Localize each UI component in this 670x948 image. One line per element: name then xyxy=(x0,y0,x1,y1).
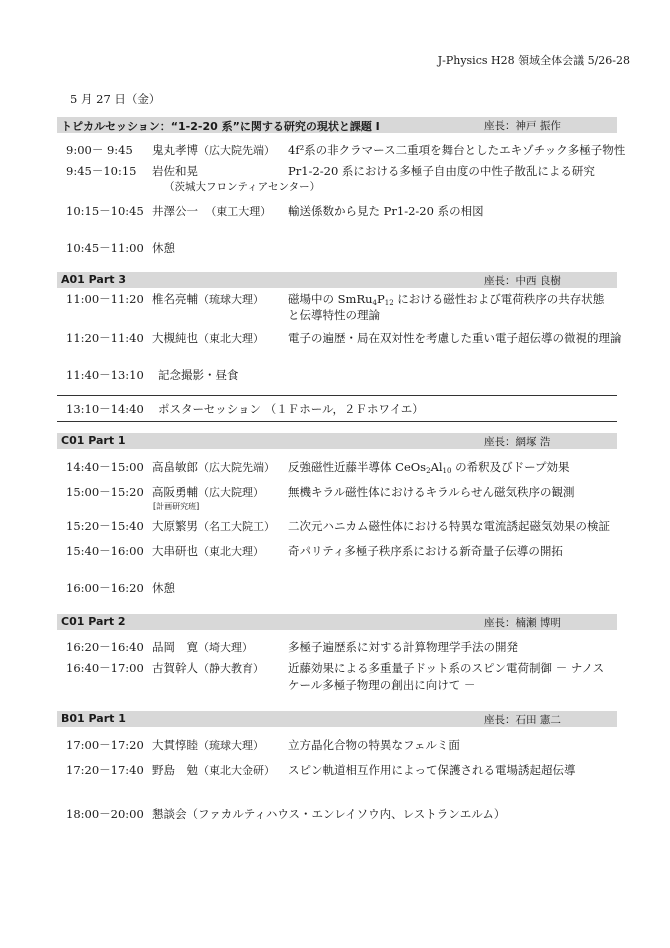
speaker-name: 高畠敏郎 xyxy=(152,460,198,474)
speaker-affiliation: （東工大理） xyxy=(205,205,272,218)
speaker-name: 井澤公一 xyxy=(152,204,198,218)
session-title: C01 Part 2 xyxy=(61,615,126,628)
speaker-affiliation: （広大院理） xyxy=(198,486,264,499)
session-title: トピカルセッション：“1-2-20 系”に関する研究の現状と課題 I xyxy=(61,120,380,133)
talk-title: 二次元ハニカム磁性体における特異な電流誘起磁気効果の検証 xyxy=(288,519,610,533)
session-bar-b01-part1 xyxy=(57,711,617,727)
session-chair: 座長：神戸 振作 xyxy=(484,120,561,132)
speaker-affiliation: （東北大金研） xyxy=(198,764,275,777)
speaker-affiliation: （広大院先端） xyxy=(198,144,275,157)
speaker-affiliation: （茨城大フロンティアセンター） xyxy=(164,181,321,193)
talk-time: 16:20－16:40 xyxy=(66,640,144,654)
talk-title: 多極子遍歴系に対する計算物理学手法の開発 xyxy=(288,640,518,654)
talk-title: スピン軌道相互作用によって保護される電場誘起超伝導 xyxy=(288,763,576,777)
session-chair: 座長：楠瀬 博明 xyxy=(484,617,561,629)
talk-time: 9:00－ 9:45 xyxy=(66,143,133,157)
speaker-affiliation: （広大院先端） xyxy=(198,461,275,474)
session-bar-c01-part2 xyxy=(57,614,617,630)
session-chair: 座長：中西 良樹 xyxy=(484,275,561,287)
poster-label: ポスターセッション （１Ｆホール，２Ｆホワイエ） xyxy=(158,402,424,416)
talk-time: 15:00－15:20 xyxy=(66,485,144,499)
session-title: A01 Part 3 xyxy=(61,273,127,286)
social-label: 懇談会（ファカルティハウス・エンレイソウ内、レストランエルム） xyxy=(152,807,506,821)
talk-speaker xyxy=(152,142,275,158)
talk-speaker xyxy=(152,459,275,475)
talk-title: 4f²系の非クラマース二重項を舞台としたエキゾチック多極子物性 xyxy=(288,143,626,157)
talk-speaker xyxy=(152,543,264,559)
title-part: 反強磁性近藤半導体 CeOs xyxy=(288,460,427,474)
talk-speaker xyxy=(152,518,275,534)
break-time: 16:00－16:20 xyxy=(66,581,144,595)
talk-speaker xyxy=(152,639,253,655)
talk-speaker xyxy=(152,330,264,346)
speaker-affiliation: （東北大理） xyxy=(198,545,264,558)
speaker-affiliation: （東北大理） xyxy=(198,332,264,345)
title-subscript: 10 xyxy=(442,467,452,475)
break-time: 10:45－11:00 xyxy=(66,241,144,255)
break-time: 11:40－13:10 xyxy=(66,368,144,382)
speaker-name: 古賀幹人 xyxy=(152,661,198,675)
talk-time: 15:40－16:00 xyxy=(66,544,144,558)
talk-title-line2: ケール多極子物理の創出に向けて － xyxy=(288,678,476,692)
talk-time: 17:00－17:20 xyxy=(66,738,144,752)
session-bar-topical xyxy=(57,117,617,133)
talk-speaker xyxy=(152,762,275,778)
title-part: P xyxy=(376,292,385,306)
break-label: 休憩 xyxy=(152,241,175,255)
talk-time: 14:40－15:00 xyxy=(66,460,144,474)
group-note: [計画研究班] xyxy=(153,502,200,511)
session-chair: 座長：網塚 浩 xyxy=(484,436,551,448)
talk-title xyxy=(288,291,604,307)
title-subscript: 2 xyxy=(426,467,431,475)
speaker-name: 大貫惇睦 xyxy=(152,738,198,752)
talk-title-line2: と伝導特性の理論 xyxy=(288,308,380,322)
speaker-name: 大原繁男 xyxy=(152,519,198,533)
speaker-name: 野島 勉 xyxy=(152,763,198,777)
speaker-name: 椎名亮輔 xyxy=(152,292,198,306)
talk-title: 奇パリティ多極子秩序系における新奇量子伝導の開拓 xyxy=(288,544,563,558)
talk-title: 近藤効果による多重量子ドット系のスピン電荷制御 － ナノス xyxy=(288,661,605,675)
talk-time: 9:45－10:15 xyxy=(66,164,137,178)
session-title: C01 Part 1 xyxy=(61,434,126,447)
speaker-affiliation: （静大教育） xyxy=(198,662,264,675)
speaker-name: 岩佐和晃 xyxy=(152,164,198,178)
poster-bottom-rule xyxy=(57,421,617,422)
document-header: J-Physics H28 領域全体会議 5/26-28 xyxy=(437,54,630,67)
date-heading: 5 月 27 日（金） xyxy=(70,92,161,106)
break-label: 休憩 xyxy=(152,581,175,595)
talk-speaker xyxy=(152,291,264,307)
talk-time: 17:20－17:40 xyxy=(66,763,144,777)
talk-title: 立方晶化合物の特異なフェルミ面 xyxy=(288,738,460,752)
speaker-name: 鬼丸孝博 xyxy=(152,143,198,157)
talk-time: 11:00－11:20 xyxy=(66,292,144,306)
talk-speaker xyxy=(152,484,264,500)
session-bar-c01-part1 xyxy=(57,433,617,449)
talk-time: 16:40－17:00 xyxy=(66,661,144,675)
talk-title: 無機キラル磁性体におけるキラルらせん磁気秩序の観測 xyxy=(288,485,575,499)
poster-time: 13:10－14:40 xyxy=(66,402,144,416)
talk-speaker xyxy=(152,737,264,753)
speaker-affiliation: （名工大院工） xyxy=(198,520,275,533)
talk-time: 11:20－11:40 xyxy=(66,331,144,345)
session-chair: 座長：石田 憲二 xyxy=(484,714,561,726)
social-time: 18:00－20:00 xyxy=(66,807,144,821)
session-title: B01 Part 1 xyxy=(61,712,126,725)
title-part: 磁場中の SmRu xyxy=(288,292,373,306)
title-part: における磁性および電荷秩序の共存状態 xyxy=(393,292,605,306)
talk-title: 電子の遍歴・局在双対性を考慮した重い電子超伝導の微視的理論 xyxy=(288,331,622,345)
speaker-affiliation: （琉球大理） xyxy=(198,293,264,306)
speaker-name: 大串研也 xyxy=(152,544,198,558)
title-part: の希釈及びドープ効果 xyxy=(451,460,570,474)
speaker-name: 高阪勇輔 xyxy=(152,485,198,499)
speaker-name: 品岡 寛 xyxy=(152,640,198,654)
poster-top-rule xyxy=(57,395,617,396)
title-subscript: 4 xyxy=(372,299,377,307)
talk-title: Pr1-2-20 系における多極子自由度の中性子散乱による研究 xyxy=(288,164,595,178)
talk-title: 輸送係数から見た Pr1-2-20 系の相図 xyxy=(288,204,484,218)
talk-speaker xyxy=(152,203,271,219)
title-part: Al xyxy=(430,460,443,474)
talk-time: 10:15－10:45 xyxy=(66,204,144,218)
speaker-name: 大槻純也 xyxy=(152,331,198,345)
talk-speaker xyxy=(152,660,264,676)
break-label: 記念撮影・昼食 xyxy=(158,368,239,382)
speaker-affiliation: （琉球大理） xyxy=(198,739,264,752)
talk-title xyxy=(288,459,570,475)
session-bar-a01-part3 xyxy=(57,272,617,288)
speaker-affiliation: （埼大理） xyxy=(198,641,253,654)
talk-time: 15:20－15:40 xyxy=(66,519,144,533)
title-subscript: 12 xyxy=(384,299,394,307)
